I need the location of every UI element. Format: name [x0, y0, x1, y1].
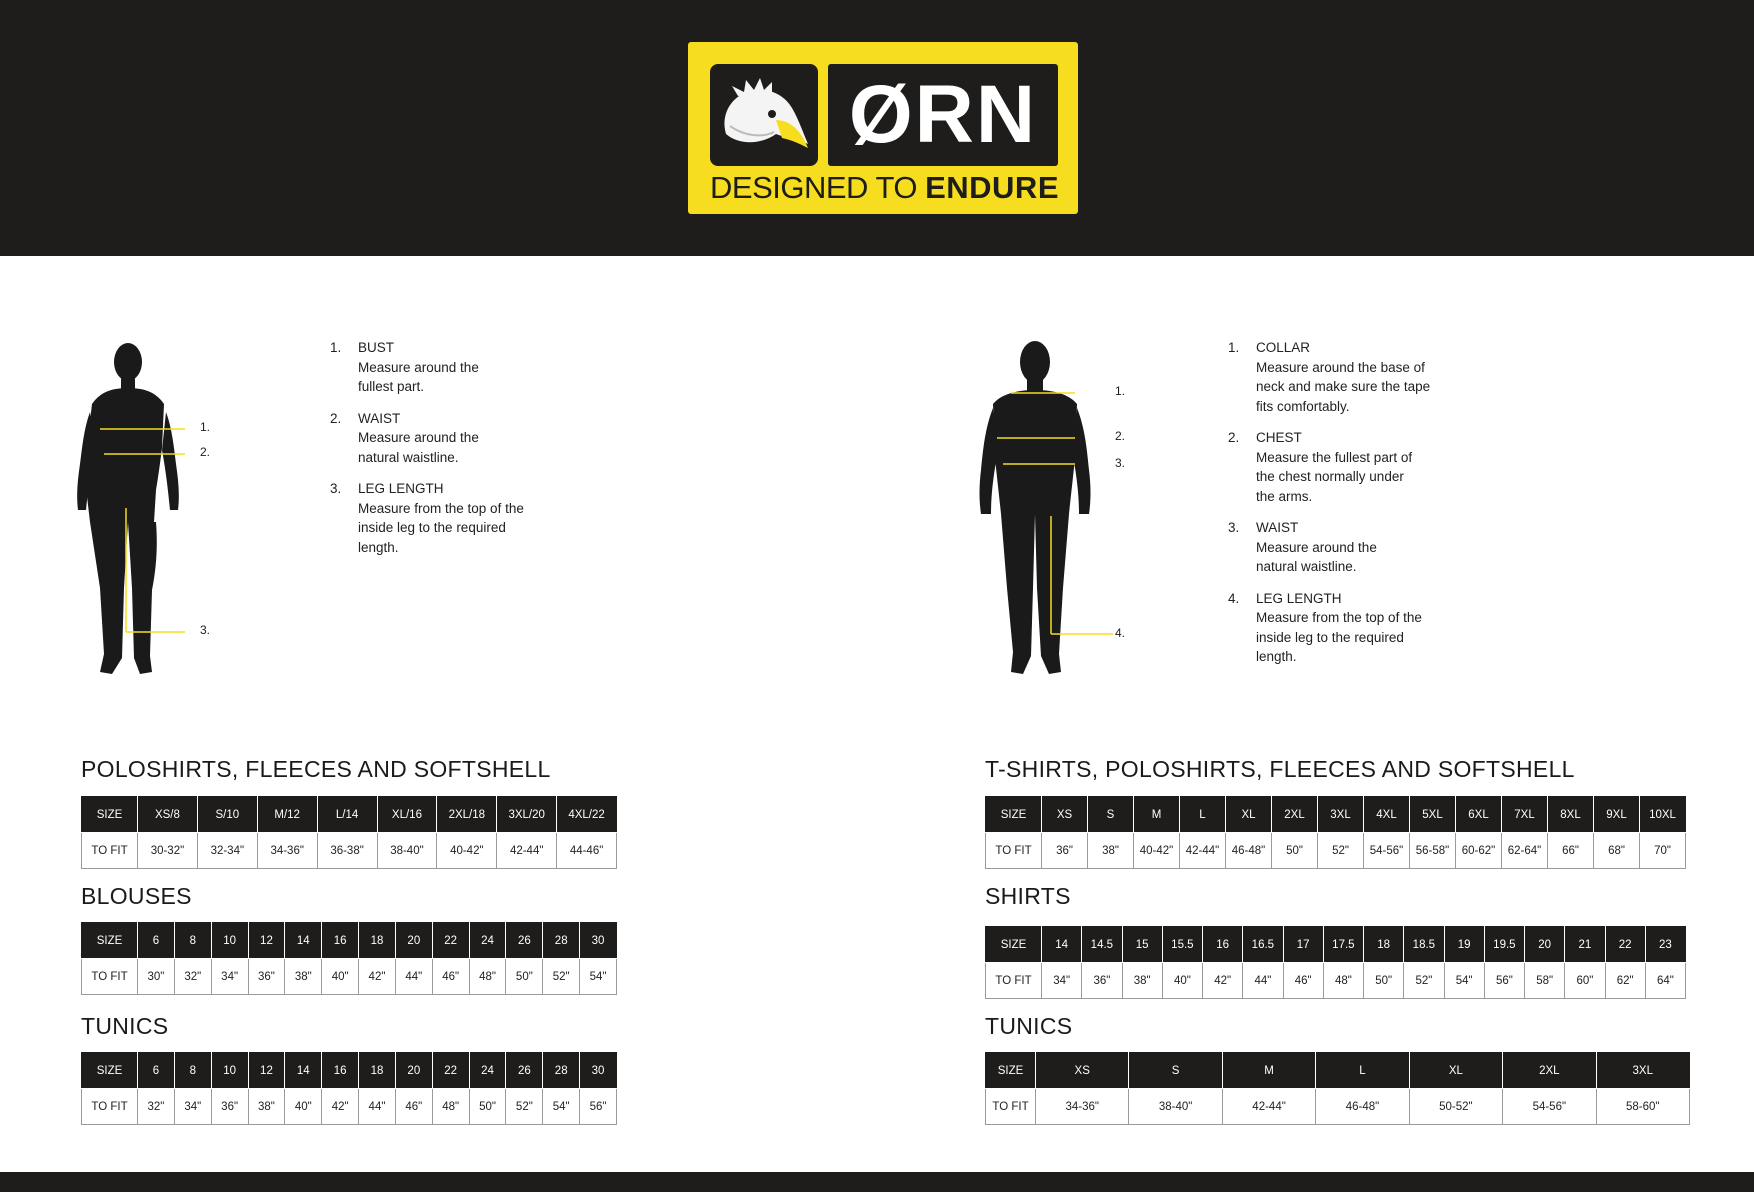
fit-cell: 46"	[1283, 963, 1323, 999]
size-cell: M/12	[257, 797, 317, 833]
logo-wordmark: ØRN	[848, 69, 1038, 160]
fit-cell: 54"	[580, 959, 617, 995]
fit-cell: 70"	[1640, 833, 1686, 869]
fit-row	[82, 833, 617, 869]
size-cell: 24	[469, 1053, 506, 1089]
size-cell: 22	[432, 923, 469, 959]
size-cell: 18	[1364, 927, 1404, 963]
fit-cell: 38"	[285, 959, 322, 995]
fit-cell: 42-44"	[497, 833, 557, 869]
size-label-cell: SIZE	[82, 923, 138, 959]
size-cell: 14.5	[1082, 927, 1122, 963]
size-cell: 7XL	[1502, 797, 1548, 833]
size-cell: 3XL/20	[497, 797, 557, 833]
fit-row	[986, 833, 1686, 869]
male-measure-instructions	[1228, 338, 1468, 679]
size-cell: S	[1129, 1053, 1222, 1089]
fit-cell: 60-62"	[1456, 833, 1502, 869]
male-silhouette-icon	[975, 338, 1155, 678]
fit-cell: 40"	[1162, 963, 1202, 999]
size-cell: 15.5	[1162, 927, 1202, 963]
fit-cell: 32"	[174, 959, 211, 995]
fit-cell: 40-42"	[1134, 833, 1180, 869]
size-table-blouses	[81, 922, 617, 995]
fit-cell: 38-40"	[1129, 1089, 1222, 1125]
size-cell: 2XL	[1272, 797, 1318, 833]
fit-cell: 42-44"	[1180, 833, 1226, 869]
size-table-mens-tshirts	[985, 796, 1686, 869]
fit-cell: 30"	[138, 959, 175, 995]
size-cell: 18.5	[1404, 927, 1444, 963]
fit-cell: 52"	[506, 1089, 543, 1125]
size-cell: 22	[432, 1053, 469, 1089]
size-cell: 4XL/22	[557, 797, 617, 833]
fit-cell: 34"	[211, 959, 248, 995]
fit-cell: 62"	[1605, 963, 1645, 999]
logo-tagline	[710, 168, 1060, 208]
header-banner	[0, 0, 1754, 256]
female-silhouette-figure	[70, 338, 230, 678]
male-marker-1: 1.	[1115, 384, 1126, 398]
size-cell: 17.5	[1323, 927, 1363, 963]
fit-cell: 54-56"	[1364, 833, 1410, 869]
fit-cell: 40-42"	[437, 833, 497, 869]
size-cell: 12	[248, 923, 285, 959]
size-cell: 18	[359, 923, 396, 959]
size-cell: 2XL	[1503, 1053, 1596, 1089]
orn-logo	[688, 42, 1078, 214]
size-cell: 10XL	[1640, 797, 1686, 833]
size-cell: XS	[1036, 1053, 1129, 1089]
size-table-shirts	[985, 926, 1686, 999]
fit-cell: 58"	[1525, 963, 1565, 999]
size-cell: XS/8	[138, 797, 198, 833]
fit-cell: 38-40"	[377, 833, 437, 869]
size-cell: 19	[1444, 927, 1484, 963]
fit-cell: 46-48"	[1226, 833, 1272, 869]
fit-cell: 50-52"	[1409, 1089, 1502, 1125]
size-cell: 18	[359, 1053, 396, 1089]
fit-label-cell: TO FIT	[82, 833, 138, 869]
fit-cell: 40"	[322, 959, 359, 995]
fit-cell: 66"	[1548, 833, 1594, 869]
section-title-mens-tunics: TUNICS	[985, 1013, 1073, 1039]
tagline-light: DESIGNED TO	[710, 170, 917, 205]
size-cell: 6	[138, 1053, 175, 1089]
size-cell: 3XL	[1596, 1053, 1689, 1089]
size-cell: 20	[1525, 927, 1565, 963]
fit-row	[986, 963, 1686, 999]
size-cell: 12	[248, 1053, 285, 1089]
section-title-mens-tshirts: T-SHIRTS, POLOSHIRTS, FLEECES AND SOFTSHELL	[985, 756, 1575, 782]
fit-label-cell: TO FIT	[82, 1089, 138, 1125]
size-label-cell: SIZE	[82, 797, 138, 833]
size-cell: 14	[285, 1053, 322, 1089]
fit-cell: 44"	[1243, 963, 1283, 999]
fit-cell: 36"	[248, 959, 285, 995]
size-cell: 21	[1565, 927, 1605, 963]
size-table-mens-tunics	[985, 1052, 1690, 1125]
size-table-womens-poloshirts	[81, 796, 617, 869]
size-cell: XL	[1409, 1053, 1502, 1089]
size-cell: L	[1316, 1053, 1409, 1089]
size-row	[82, 1053, 617, 1089]
fit-cell: 54"	[543, 1089, 580, 1125]
male-marker-2: 2.	[1115, 429, 1126, 443]
fit-cell: 36"	[211, 1089, 248, 1125]
female-measure-instructions	[330, 338, 570, 569]
fit-row	[82, 959, 617, 995]
size-cell: 16	[322, 923, 359, 959]
size-cell: 10	[211, 923, 248, 959]
fit-cell: 50"	[506, 959, 543, 995]
fit-cell: 54"	[1444, 963, 1484, 999]
section-title-blouses: BLOUSES	[81, 883, 192, 909]
male-step: 1. COLLAR Measure around the base of neck and make sure the tape fits comfortably.	[1228, 340, 1431, 414]
female-marker-2: 2.	[200, 445, 211, 459]
size-cell: 28	[543, 923, 580, 959]
female-step: 2. WAIST Measure around the natural waistline.	[330, 410, 479, 465]
fit-cell: 30-32"	[138, 833, 198, 869]
size-cell: 14	[1042, 927, 1082, 963]
size-cell: L/14	[317, 797, 377, 833]
size-label-cell: SIZE	[986, 797, 1042, 833]
fit-cell: 48"	[1323, 963, 1363, 999]
fit-cell: 44-46"	[557, 833, 617, 869]
fit-cell: 48"	[469, 959, 506, 995]
size-cell: XL/16	[377, 797, 437, 833]
fit-cell: 44"	[359, 1089, 396, 1125]
size-cell: S/10	[197, 797, 257, 833]
female-marker-1: 1.	[200, 420, 211, 434]
size-cell: 3XL	[1318, 797, 1364, 833]
fit-cell: 52"	[1404, 963, 1444, 999]
male-step: 2. CHEST Measure the fullest part of the chest normally under the arms.	[1228, 430, 1413, 504]
size-cell: 23	[1645, 927, 1685, 963]
footer-bar	[0, 1172, 1754, 1192]
fit-cell: 36"	[1082, 963, 1122, 999]
fit-cell: 42"	[322, 1089, 359, 1125]
size-cell: 6XL	[1456, 797, 1502, 833]
fit-cell: 32"	[138, 1089, 175, 1125]
fit-cell: 46-48"	[1316, 1089, 1409, 1125]
female-step: 3. LEG LENGTH Measure from the top of the inside leg to the required length.	[330, 481, 524, 555]
size-cell: 16	[322, 1053, 359, 1089]
size-cell: 6	[138, 923, 175, 959]
size-cell: 22	[1605, 927, 1645, 963]
male-marker-3: 3.	[1115, 456, 1126, 470]
fit-label-cell: TO FIT	[82, 959, 138, 995]
size-cell: 10	[211, 1053, 248, 1089]
fit-cell: 42"	[359, 959, 396, 995]
fit-cell: 56"	[1484, 963, 1524, 999]
fit-cell: 68"	[1594, 833, 1640, 869]
size-cell: 5XL	[1410, 797, 1456, 833]
size-row	[986, 797, 1686, 833]
fit-cell: 48"	[432, 1089, 469, 1125]
size-cell: S	[1088, 797, 1134, 833]
fit-cell: 44"	[395, 959, 432, 995]
fit-cell: 58-60"	[1596, 1089, 1689, 1125]
size-cell: 28	[543, 1053, 580, 1089]
size-cell: 9XL	[1594, 797, 1640, 833]
fit-cell: 56-58"	[1410, 833, 1456, 869]
size-cell: 30	[580, 1053, 617, 1089]
fit-row	[986, 1089, 1690, 1125]
fit-cell: 34"	[174, 1089, 211, 1125]
size-cell: 14	[285, 923, 322, 959]
size-label-cell: SIZE	[82, 1053, 138, 1089]
fit-cell: 40"	[285, 1089, 322, 1125]
fit-cell: 56"	[580, 1089, 617, 1125]
fit-cell: 50"	[1364, 963, 1404, 999]
size-row	[986, 927, 1686, 963]
tagline-bold: ENDURE	[925, 170, 1059, 205]
size-cell: 4XL	[1364, 797, 1410, 833]
fit-cell: 32-34"	[197, 833, 257, 869]
fit-cell: 60"	[1565, 963, 1605, 999]
male-step: 4. LEG LENGTH Measure from the top of the inside leg to the required length.	[1228, 590, 1422, 664]
fit-cell: 36"	[1042, 833, 1088, 869]
size-cell: 24	[469, 923, 506, 959]
fit-cell: 38"	[1088, 833, 1134, 869]
male-marker-4: 4.	[1115, 626, 1126, 640]
fit-label-cell: TO FIT	[986, 1089, 1036, 1125]
size-cell: 8	[174, 923, 211, 959]
size-cell: 17	[1283, 927, 1323, 963]
size-cell: 8	[174, 1053, 211, 1089]
fit-cell: 34-36"	[1036, 1089, 1129, 1125]
fit-cell: 50"	[469, 1089, 506, 1125]
female-marker-3: 3.	[200, 623, 211, 637]
fit-cell: 36-38"	[317, 833, 377, 869]
logo-wordmark-box	[828, 64, 1058, 166]
fit-row	[82, 1089, 617, 1125]
male-step: 3. WAIST Measure around the natural waistline.	[1228, 520, 1377, 574]
fit-cell: 64"	[1645, 963, 1685, 999]
size-cell: 15	[1122, 927, 1162, 963]
fit-cell: 34-36"	[257, 833, 317, 869]
eagle-icon	[710, 64, 818, 166]
size-cell: XL	[1226, 797, 1272, 833]
fit-cell: 42"	[1203, 963, 1243, 999]
size-row	[82, 923, 617, 959]
size-cell: M	[1222, 1053, 1315, 1089]
fit-cell: 52"	[543, 959, 580, 995]
fit-label-cell: TO FIT	[986, 833, 1042, 869]
size-cell: 8XL	[1548, 797, 1594, 833]
fit-cell: 46"	[432, 959, 469, 995]
fit-cell: 52"	[1318, 833, 1364, 869]
size-cell: 20	[395, 1053, 432, 1089]
size-cell: 20	[395, 923, 432, 959]
fit-cell: 50"	[1272, 833, 1318, 869]
fit-cell: 38"	[1122, 963, 1162, 999]
fit-cell: 34"	[1042, 963, 1082, 999]
fit-cell: 42-44"	[1222, 1089, 1315, 1125]
size-cell: M	[1134, 797, 1180, 833]
size-cell: 16	[1203, 927, 1243, 963]
size-label-cell: SIZE	[986, 1053, 1036, 1089]
size-row	[986, 1053, 1690, 1089]
fit-cell: 54-56"	[1503, 1089, 1596, 1125]
size-cell: 19.5	[1484, 927, 1524, 963]
size-cell: 30	[580, 923, 617, 959]
size-cell: L	[1180, 797, 1226, 833]
size-cell: 2XL/18	[437, 797, 497, 833]
size-cell: XS	[1042, 797, 1088, 833]
section-title-womens-poloshirts: POLOSHIRTS, FLEECES AND SOFTSHELL	[81, 756, 551, 782]
fit-label-cell: TO FIT	[986, 963, 1042, 999]
section-title-womens-tunics: TUNICS	[81, 1013, 169, 1039]
fit-cell: 46"	[395, 1089, 432, 1125]
male-silhouette-figure	[975, 338, 1155, 678]
female-step: 1. BUST Measure around the fullest part.	[330, 340, 479, 394]
fit-cell: 38"	[248, 1089, 285, 1125]
size-row	[82, 797, 617, 833]
size-table-womens-tunics	[81, 1052, 617, 1125]
section-title-shirts: SHIRTS	[985, 883, 1071, 909]
size-cell: 26	[506, 1053, 543, 1089]
size-label-cell: SIZE	[986, 927, 1042, 963]
fit-cell: 62-64"	[1502, 833, 1548, 869]
size-cell: 26	[506, 923, 543, 959]
size-cell: 16.5	[1243, 927, 1283, 963]
